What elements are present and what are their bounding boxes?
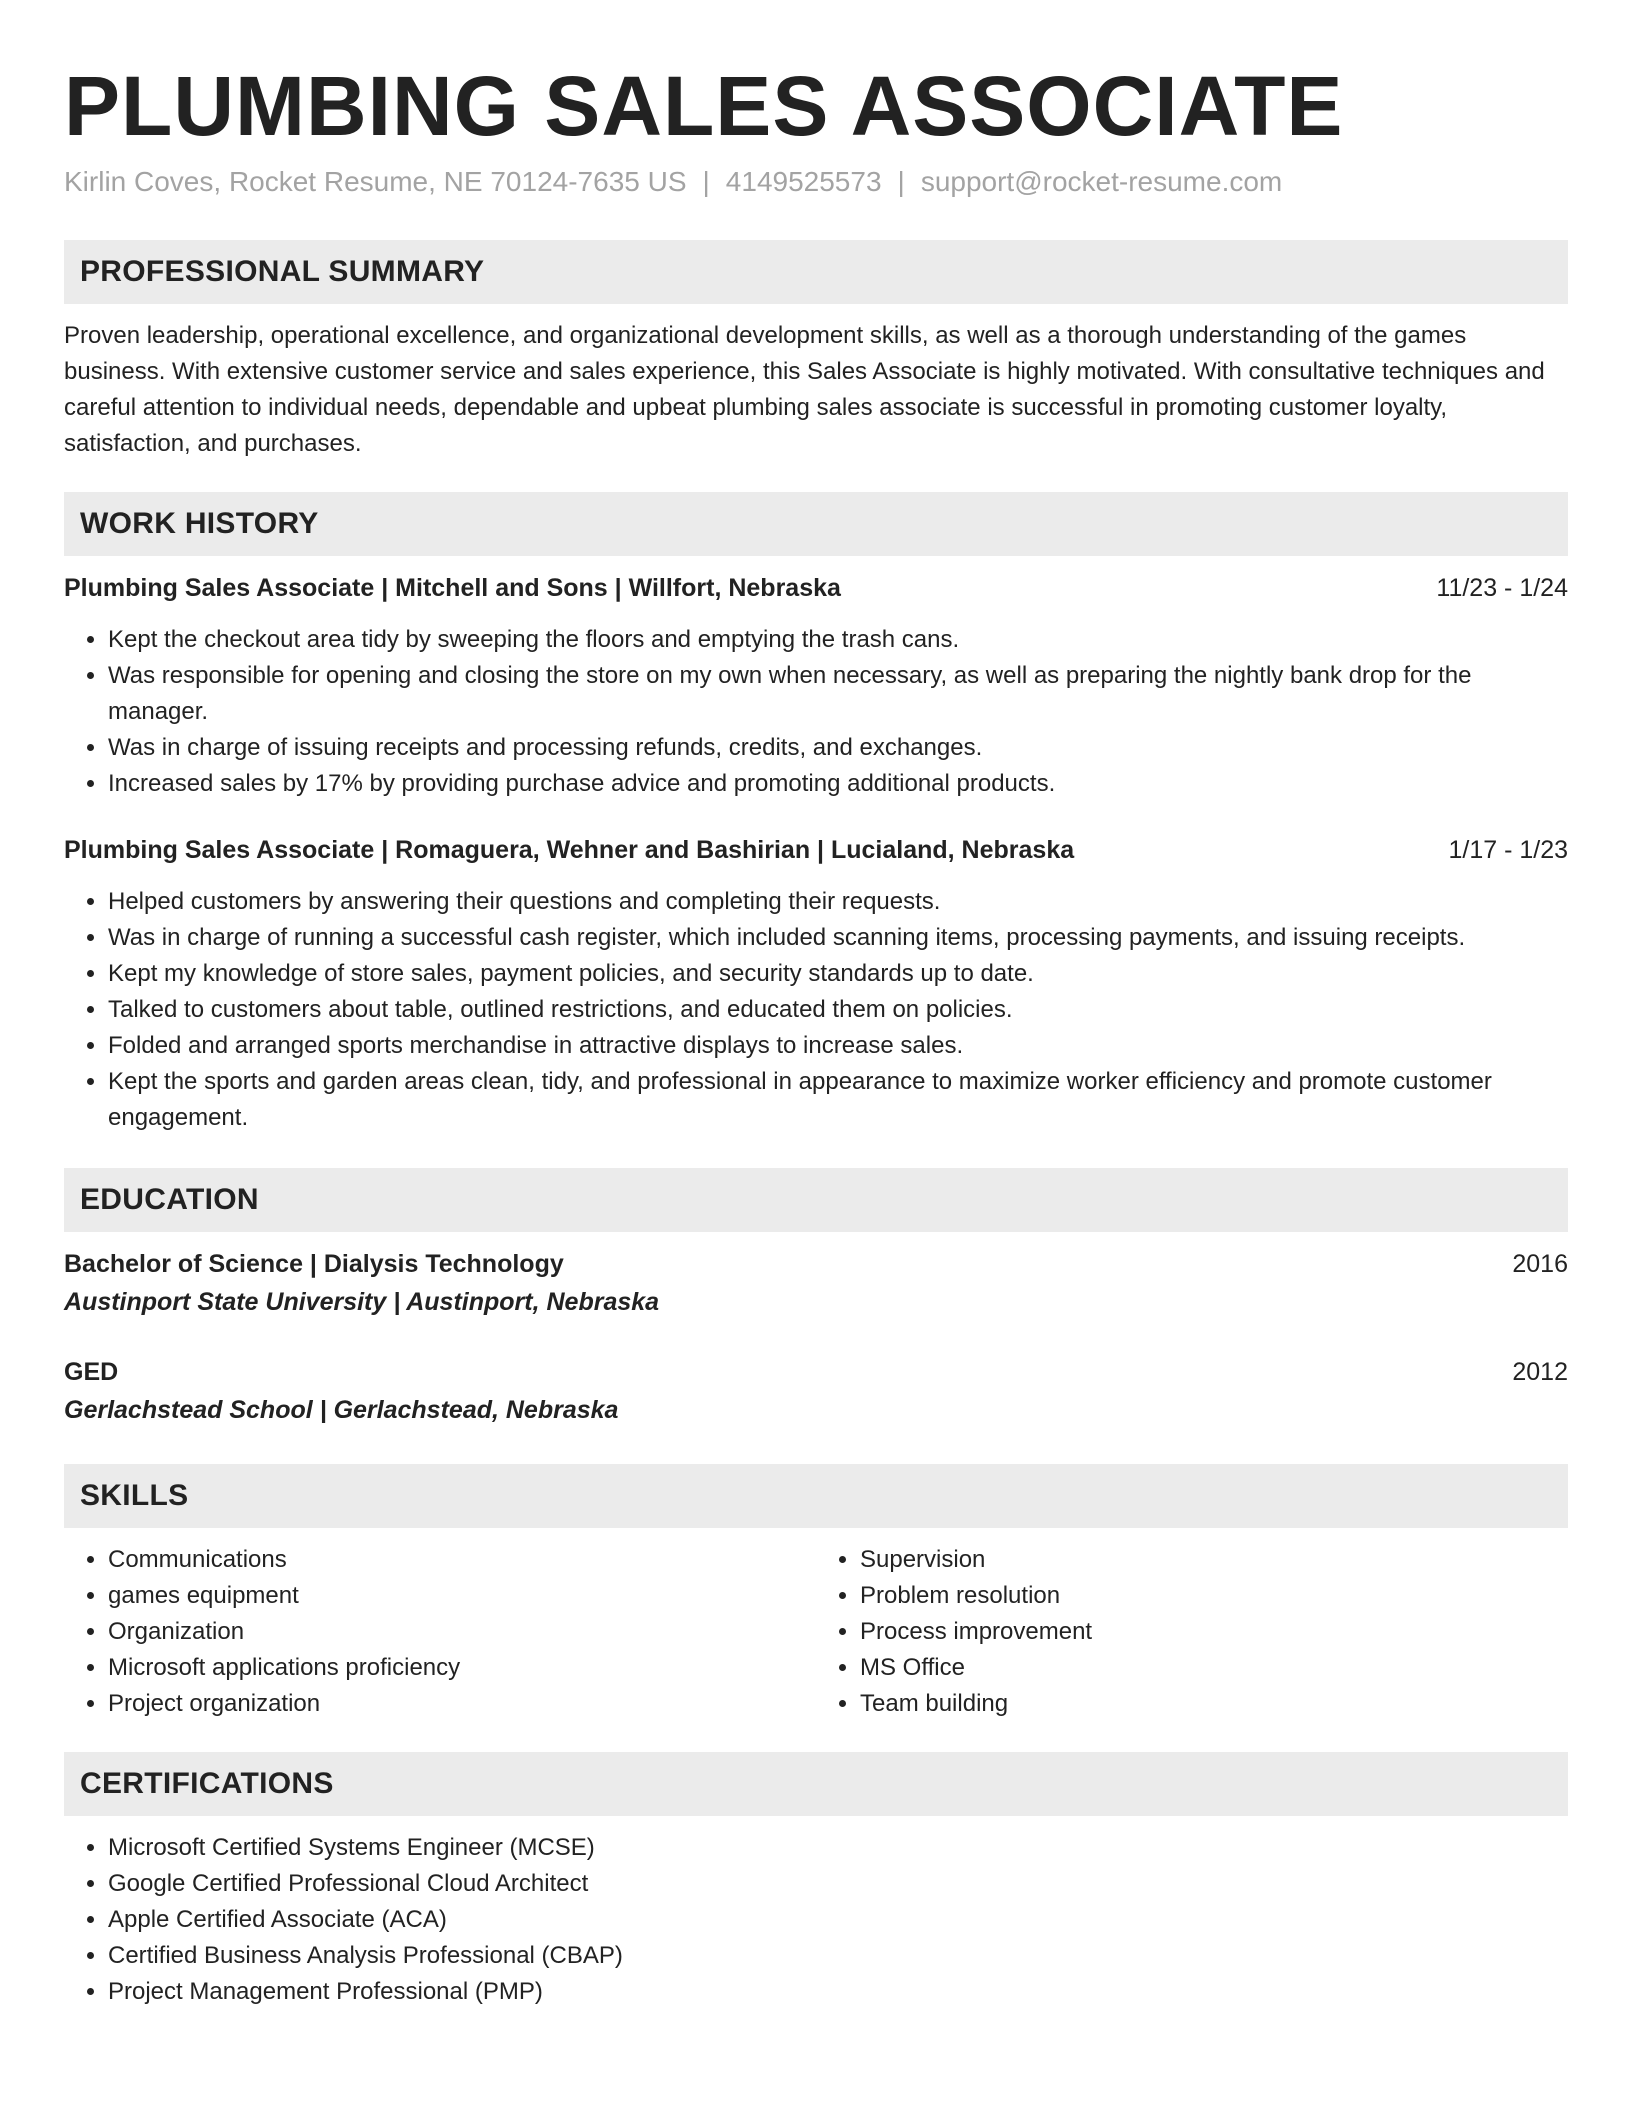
- certification-item: • Google Certified Professional Cloud Architect: [108, 1866, 1568, 1902]
- job-bullet: • Folded and arranged sports merchandise in attractive displays to increase sales.: [108, 1028, 1568, 1064]
- resume-page: [64, 58, 1568, 2010]
- certification-item: • Project Management Professional (PMP): [108, 1974, 1568, 2010]
- certification-item: • Certified Business Analysis Professional (CBAP): [108, 1938, 1568, 1974]
- education-year: 2012: [1512, 1358, 1568, 1386]
- education-entry: [64, 1246, 1568, 1320]
- job-bullet: • Kept the checkout area tidy by sweeping the floors and emptying the trash cans.: [108, 622, 1568, 658]
- skill-item: • MS Office: [860, 1650, 1568, 1686]
- job-header: [64, 570, 1568, 606]
- job-dates: 1/17 - 1/23: [1448, 836, 1568, 864]
- education-entry: [64, 1354, 1568, 1428]
- skill-item: • games equipment: [108, 1578, 816, 1614]
- skills-column-left: [64, 1542, 816, 1722]
- skill-item: • Organization: [108, 1614, 816, 1650]
- job-bullet: • Kept the sports and garden areas clean, tidy, and professional in appearance to maximize worker efficiency and promote customer engagement.: [108, 1064, 1568, 1136]
- education-school: Austinport State University | Austinport, Nebraska: [64, 1288, 660, 1316]
- job-bullet: • Was in charge of running a successful cash register, which included scanning items, processing payments, and issuing receipts.: [108, 920, 1568, 956]
- job-title: Plumbing Sales Associate | Romaguera, Wehner and Bashirian | Lucialand, Nebraska: [64, 836, 1075, 864]
- job-bullets: [64, 884, 1568, 1136]
- job-bullet: • Helped customers by answering their questions and completing their requests.: [108, 884, 1568, 920]
- education-header: [64, 1354, 1568, 1390]
- skill-item: • Supervision: [860, 1542, 1568, 1578]
- contact-address: Kirlin Coves, Rocket Resume, NE 70124-7635 US: [64, 166, 687, 197]
- section-heading-summary: PROFESSIONAL SUMMARY: [64, 240, 1568, 304]
- job-bullet: • Increased sales by 17% by providing purchase advice and promoting additional products.: [108, 766, 1568, 802]
- job-bullets: [64, 622, 1568, 802]
- summary-text: Proven leadership, operational excellence, and organizational development skills, as well as a thorough understanding of the games business. With extensive customer service and sales experience, this Sales Associate is highly motivated. With consultative techniques and careful attention to individual needs, dependable and upbeat plumbing sales associate is successful in promoting customer loyalty, satisfaction, and purchases.: [64, 322, 1545, 457]
- skills-column-right: [816, 1542, 1568, 1722]
- resume-title: PLUMBING SALES ASSOCIATE: [64, 59, 1344, 153]
- contact-email: support@rocket-resume.com: [920, 166, 1283, 197]
- job-title: Plumbing Sales Associate | Mitchell and Sons | Willfort, Nebraska: [64, 574, 841, 602]
- education-degree: Bachelor of Science | Dialysis Technology: [64, 1250, 564, 1278]
- skill-item: • Process improvement: [860, 1614, 1568, 1650]
- job-entry: [64, 570, 1568, 802]
- contact-phone: 4149525573: [725, 166, 882, 197]
- contact-separator: |: [702, 166, 710, 197]
- skill-item: • Problem resolution: [860, 1578, 1568, 1614]
- section-heading-work: WORK HISTORY: [64, 492, 1568, 556]
- education-year: 2016: [1512, 1250, 1568, 1278]
- job-entry: [64, 832, 1568, 1136]
- job-bullet: • Talked to customers about table, outlined restrictions, and educated them on policies.: [108, 992, 1568, 1028]
- certification-item: • Microsoft Certified Systems Engineer (MCSE): [108, 1830, 1568, 1866]
- education-degree: GED: [64, 1358, 119, 1386]
- job-dates: 11/23 - 1/24: [1436, 574, 1568, 602]
- education-header: [64, 1246, 1568, 1282]
- job-bullet: • Was in charge of issuing receipts and processing refunds, credits, and exchanges.: [108, 730, 1568, 766]
- education-school: Gerlachstead School | Gerlachstead, Nebraska: [64, 1396, 619, 1424]
- job-bullet: • Was responsible for opening and closing the store on my own when necessary, as well as preparing the nightly bank drop for the manager.: [108, 658, 1568, 730]
- section-heading-certifications: CERTIFICATIONS: [64, 1752, 1568, 1816]
- skill-item: • Project organization: [108, 1686, 816, 1722]
- skill-item: • Communications: [108, 1542, 816, 1578]
- certifications-list: [64, 1830, 1568, 2010]
- skill-item: • Team building: [860, 1686, 1568, 1722]
- certification-item: • Apple Certified Associate (ACA): [108, 1902, 1568, 1938]
- skills-list: [64, 1542, 1568, 1722]
- section-heading-education: EDUCATION: [64, 1168, 1568, 1232]
- job-header: [64, 832, 1568, 868]
- job-bullet: • Kept my knowledge of store sales, payment policies, and security standards up to date.: [108, 956, 1568, 992]
- skill-item: • Microsoft applications proficiency: [108, 1650, 816, 1686]
- section-heading-skills: SKILLS: [64, 1464, 1568, 1528]
- contact-line: [64, 164, 1568, 200]
- contact-separator: |: [897, 166, 905, 197]
